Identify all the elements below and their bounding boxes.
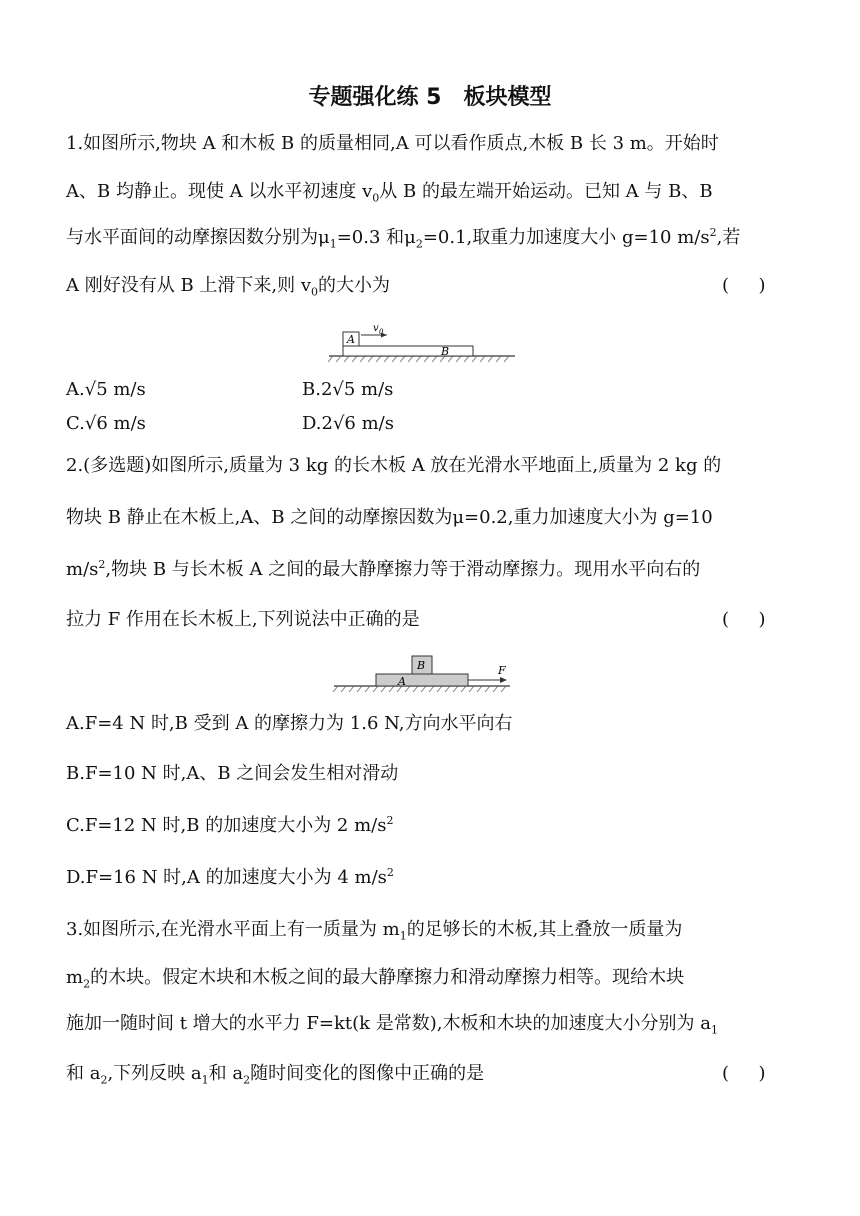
q2-option-c: C.F=12 N 时,B 的加速度大小为 2 $m/s^2$ bbox=[66, 814, 394, 836]
q1-line-3: 与水平面间的动摩擦因数分别为$\mu_1=0.3$ 和$\mu_2=0.1$,取重力加速度大小 g=10 $m/s^2$,若 bbox=[66, 226, 741, 251]
label-b: B bbox=[417, 659, 426, 672]
q1-option-a: A.√5 m/s bbox=[66, 379, 146, 400]
board-a bbox=[376, 674, 468, 686]
q2-line-1: 2.(多选题)如图所示,质量为 3 kg 的长木板 A 放在光滑水平地面上,质量为 2 kg 的 bbox=[66, 455, 722, 476]
q1-line-2: A、B 均静止。现使 A 以水平初速度 $v_0$从 B 的最左端开始运动。已知 A 与 B、B bbox=[66, 181, 713, 205]
board-b bbox=[343, 346, 473, 356]
q2-line-3: $m/s^2$,物块 B 与长木板 A 之间的最大静摩擦力等于滑动摩擦力。现用水平向右的 bbox=[66, 558, 701, 580]
q2-figure bbox=[330, 652, 515, 697]
q1-option-b: B.2√5 m/s bbox=[302, 379, 394, 400]
label-a: A bbox=[347, 333, 355, 346]
q1-line-1: 1.如图所示,物块 A 和木板 B 的质量相同,A 可以看作质点,木板 B 长 3 m。开始时 bbox=[66, 133, 719, 154]
q3-answer-blank: ( ) bbox=[722, 1063, 766, 1084]
label-f: F bbox=[498, 664, 506, 677]
q1-line-4: A 刚好没有从 B 上滑下来,则 $v_0$的大小为 bbox=[66, 275, 391, 299]
q1-figure bbox=[325, 322, 520, 367]
q3-line-1: 3.如图所示,在光滑水平面上有一质量为 $m_1$的足够长的木板,其上叠放一质量为 bbox=[66, 919, 683, 943]
q1-option-c: C.√6 m/s bbox=[66, 413, 146, 434]
q2-option-a: A.F=4 N 时,B 受到 A 的摩擦力为 1.6 N,方向水平向右 bbox=[66, 713, 513, 734]
label-v-sub: 0 bbox=[379, 328, 384, 336]
page-title: 专题强化练 5 板块模型 bbox=[308, 85, 552, 110]
q2-option-b: B.F=10 N 时,A、B 之间会发生相对滑动 bbox=[66, 763, 399, 784]
q2-line-4: 拉力 F 作用在长木板上,下列说法中正确的是 bbox=[66, 609, 420, 630]
q1-option-d: D.2√6 m/s bbox=[302, 413, 394, 434]
label-a: A bbox=[398, 675, 406, 688]
q3-line-2: $m_2$的木块。假定木块和木板之间的最大静摩擦力和滑动摩擦力相等。现给木块 bbox=[66, 967, 685, 991]
q2-answer-blank: ( ) bbox=[722, 609, 766, 630]
label-v: v bbox=[373, 323, 379, 334]
q2-option-d: D.F=16 N 时,A 的加速度大小为 4 $m/s^2$ bbox=[66, 866, 394, 888]
q2-line-2: 物块 B 静止在木板上,A、B 之间的动摩擦因数为μ=0.2,重力加速度大小为 g=10 bbox=[66, 507, 713, 528]
label-b: B bbox=[441, 345, 450, 358]
q1-answer-blank: ( ) bbox=[722, 275, 766, 296]
q3-line-4: 和 $a_2$,下列反映 $a_1$和 $a_2$随时间变化的图像中正确的是 bbox=[66, 1063, 485, 1087]
q3-line-3: 施加一随时间 t 增大的水平力 F=kt(k 是常数),木板和木块的加速度大小分别为 $a_1$ bbox=[66, 1013, 718, 1037]
